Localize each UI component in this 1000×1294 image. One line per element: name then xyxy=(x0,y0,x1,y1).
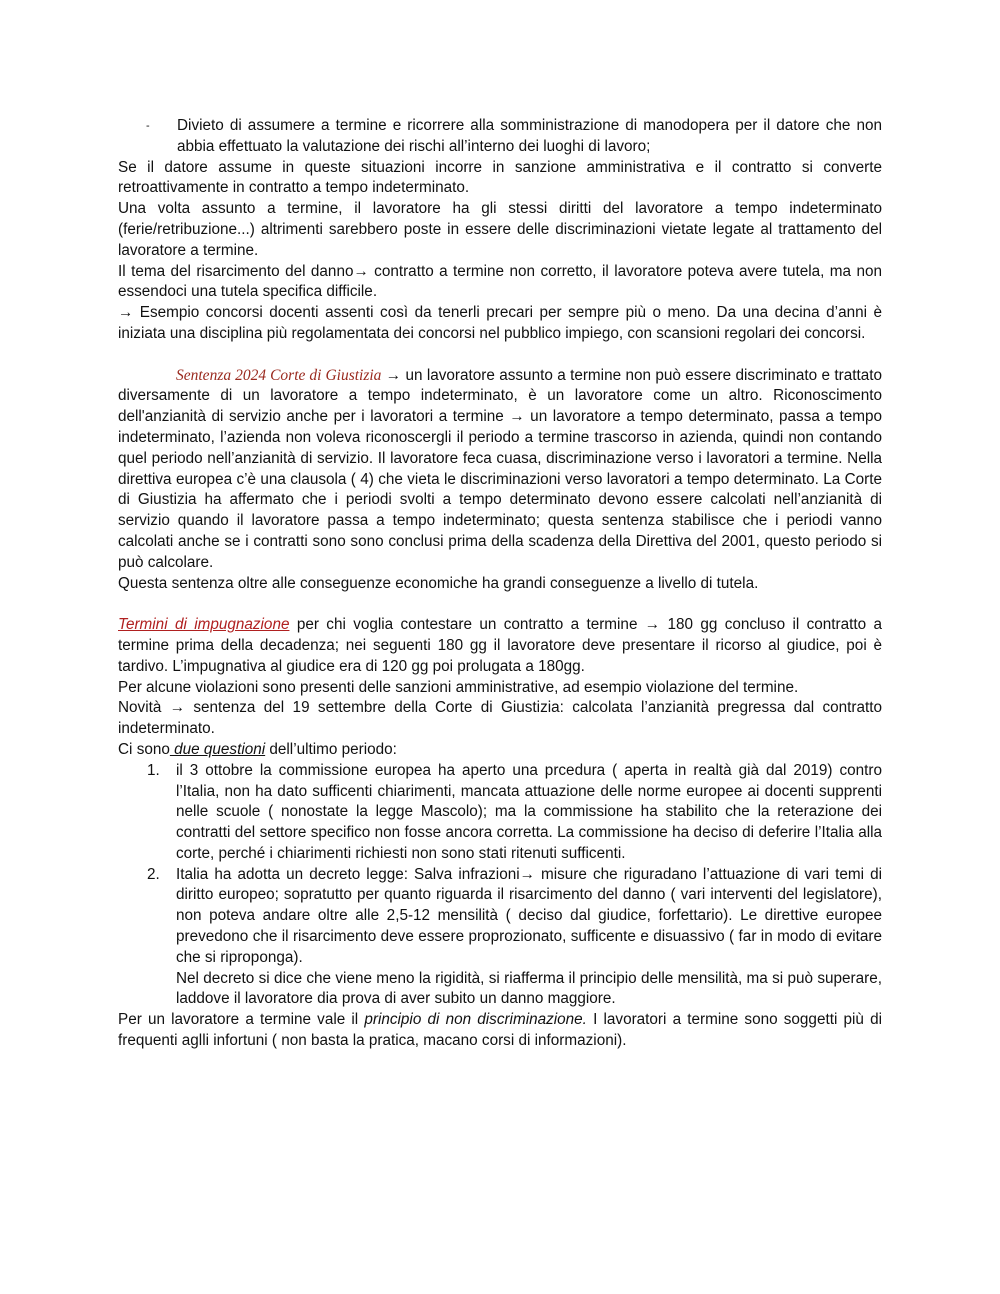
bullet-item xyxy=(118,116,882,158)
spacer xyxy=(118,594,882,615)
paragraph-conseguenze: Questa sentenza oltre alle conseguenze economiche ha grandi conseguenze a livello di tutela. xyxy=(118,574,759,592)
list-item-text: Italia ha adotta un decreto legge: Salva infrazioni→ misure che riguradano l’attuazione di vari temi di diritto europeo; sopratutto per quanto riguarda il risarcimento del danno ( vari interventi del legislatore), non poteva andare oltre alle 2,5-12 mensilità ( deciso dal giudice, forfettario). Le direttive europee prevedono che il risarcimento deve essere proprozionato, sufficente e disuassivo ( far in modo di evitare che si riproponga). xyxy=(176,865,882,966)
termini-label: Termini di impugnazione xyxy=(118,616,290,634)
paragraph-diritti: Una volta assunto a termine, il lavoratore ha gli stessi diritti del lavoratore a tempo indeterminato (ferie/retribuzione...) altrimenti sarebbero poste in essere delle discriminazioni vietate legate al trattamento del lavoratore a termine. xyxy=(118,200,882,259)
list-item xyxy=(118,865,882,969)
principio-italic: principio di non discriminazione. xyxy=(364,1011,587,1029)
questioni-post: dell’ultimo periodo: xyxy=(265,740,397,758)
list-number: 2. xyxy=(147,865,160,883)
paragraph-sanzione: Se il datore assume in queste situazioni incorre in sanzione amministrativa e il contratto si converte retroattivamente in contratto a tempo indeterminato. xyxy=(118,158,882,197)
list-item xyxy=(118,761,882,865)
paragraph-discriminazione xyxy=(118,1010,882,1052)
spacer xyxy=(118,345,882,366)
bullet-dash: - xyxy=(146,120,150,132)
last-pre: Per un lavoratore a termine vale il xyxy=(118,1011,365,1029)
termini-text: per chi voglia contestare un contratto a termine → 180 gg concluso il contratto a termine prima della decadenza; nei seguenti 180 gg il lavoratore deve presentare il ricorso al giudice, poi è tardivo. L’impugnativa al giudice era di 120 gg poi prolugata a 180gg. xyxy=(118,616,882,675)
last-post: I lavoratori a termine sono soggetti più di frequenti aglli infortuni ( non basta la pratica, macano corsi di informazioni). xyxy=(118,1011,882,1050)
bullet-text: Divieto di assumere a termine e ricorrere alla somministrazione di manodopera per il datore che non abbia effettuato la valutazione dei rischi all’interno dei luoghi di lavoro; xyxy=(177,117,882,155)
questioni-pre: Ci sono xyxy=(118,740,170,758)
due-questioni: due questioni xyxy=(169,740,266,758)
paragraph-violazioni: Per alcune violazioni sono presenti delle sanzioni amministrative, ad esempio violazione del termine. xyxy=(118,678,799,696)
paragraph-novita: Novità → sentenza del 19 settembre della Corte di Giustizia: calcolata l’anzianità pregressa dal contratto indeterminato. xyxy=(118,699,882,738)
document-page xyxy=(118,116,882,1052)
sentenza-label: Sentenza 2024 Corte di Giustizia xyxy=(176,366,382,384)
paragraph-termini xyxy=(118,615,882,677)
paragraph-sentenza xyxy=(118,366,882,574)
paragraph-concorsi: → Esempio concorsi docenti assenti così da tenerli precari per sempre più o meno. Da una decina d’anni è iniziata una disciplina più regolamentata dei concorsi nel pubblico impiego, con scansioni regolari dei concorsi. xyxy=(118,304,882,342)
list-number: 1. xyxy=(147,761,160,779)
list-item-continuation: Nel decreto si dice che viene meno la rigidità, si riafferma il principio delle mensilità, ma si può superare, laddove il lavoratore dia prova di aver subito un danno maggiore. xyxy=(176,969,882,1008)
sentenza-text: → un lavoratore assunto a termine non può essere discriminato e trattato diversamente di un lavoratore a tempo indeterminato, è un lavoratore come un altro. Riconoscimento dell'anzianità di servizio anche per i lavoratori a termine → un lavoratore a tempo determinato, passa a tempo indeterminato, l’azienda non voleva riconoscergli il periodo a termine trascorso in azienda, quindi non contando quel periodo nell’anzianità di servizio. Il lavoratore feca cuasa, discriminazione verso i lavoratori a termine. Nella direttiva europea c’è una clausola ( 4) che vieta le discriminazioni verso lavoratori a tempo determinato. La Corte di Giustizia ha affermato che i periodi svolti a tempo determinato devono essere calcolati nell’anzianità di servizio quando il lavoratore passa a tempo indeterminato; questa sentenza stabilisce che i periodi vanno calcolati anche se i contratti sono sono conclusi prima della scadenza della Direttiva del 2001, questo periodo si può calcolare. xyxy=(118,366,882,571)
list-item-text: il 3 ottobre la commissione europea ha aperto una prcedura ( aperta in realtà già dal 2019) contro l’Italia, non ha dato sufficenti chiarimenti, mancata attuazione delle norme europee ai docenti supprenti nelle scuole ( nonostate la legge Mascolo); ma la commissione ha stabilito che la reterazione dei contratti del settore specifico non fosse ancora corretta. La commissione ha deciso di deferire l’Italia alla corte, perché i chiarimenti richiesti non sono stati ritenuti sufficenti. xyxy=(176,761,882,862)
paragraph-questioni xyxy=(118,740,882,761)
paragraph-risarcimento: Il tema del risarcimento del danno→ contratto a termine non corretto, il lavoratore poteva avere tutela, ma non essendoci una tutela specifica difficile. xyxy=(118,262,882,301)
